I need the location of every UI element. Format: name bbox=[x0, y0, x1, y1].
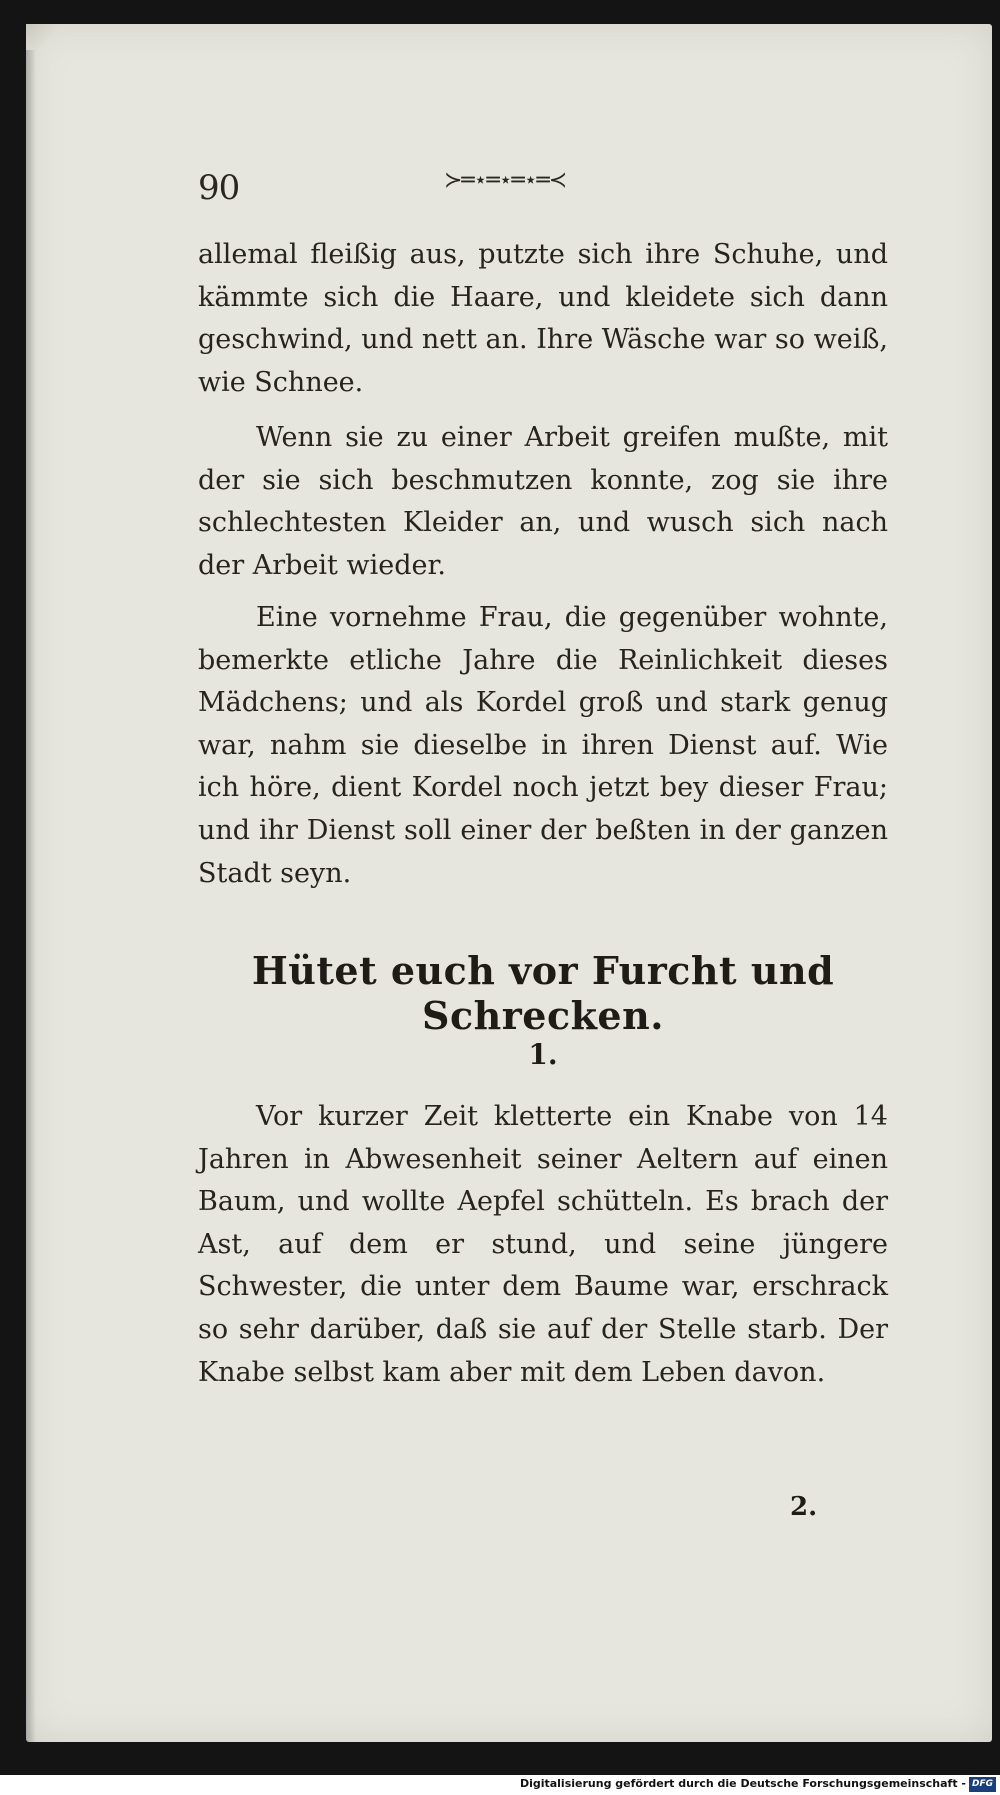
page-number: 90 bbox=[198, 168, 240, 208]
section-number: 1. bbox=[528, 1038, 558, 1071]
section-heading: Hütet euch vor Furcht und Schrecken. bbox=[251, 948, 835, 1038]
paragraph-text: Vor kurzer Zeit kletterte ein Knabe von 14 Jahren in Abwesenheit seiner Aeltern auf einen Baum, und wollte Aepfel schütteln. Es brach der Ast, auf dem er stund, und seine jüngere Schwester, die unter dem Baume war, erschrack so sehr darüber, daß sie auf der Stelle starb. Der Knabe selbst kam aber mit dem Leben davon. bbox=[198, 1101, 888, 1388]
dfg-logo-icon: DFG bbox=[969, 1777, 996, 1792]
paragraph-2 bbox=[198, 417, 888, 587]
header-ornament: ≻═⋆═⋆═⋆═≺ bbox=[444, 168, 567, 193]
digitization-credit: Digitalisierung gefördert durch die Deutsche Forschungsgemeinschaft - bbox=[519, 1777, 966, 1790]
paragraph-text: Eine vornehme Frau, die gegenüber wohnte, bemerkte etliche Jahre die Reinlichkeit dieses Mädchens; und als Kordel groß und stark genug war, nahm sie dieselbe in ihren Dienst auf. Wie ich höre, dient Kordel noch jetzt bey dieser Frau; und ihr Dienst soll einer der beßten in der ganzen Stadt seyn. bbox=[198, 602, 888, 889]
catchword: 2. bbox=[790, 1492, 818, 1522]
paragraph-text: allemal fleißig aus, putzte sich ihre Schuhe, und kämmte sich die Haare, und kleidete sich dann geschwind, und nett an. Ihre Wäsche war so weiß, wie Schnee. bbox=[198, 239, 888, 398]
page-header bbox=[198, 168, 878, 208]
paragraph-3 bbox=[198, 597, 888, 895]
paragraph-1 bbox=[198, 234, 888, 404]
page-corner bbox=[26, 24, 60, 50]
paragraph-4 bbox=[198, 1096, 888, 1394]
paragraph-text: Wenn sie zu einer Arbeit greifen mußte, mit der sie sich beschmutzen konnte, zog sie ihre schlechtesten Kleider an, und wusch sich nach der Arbeit wieder. bbox=[198, 422, 888, 581]
